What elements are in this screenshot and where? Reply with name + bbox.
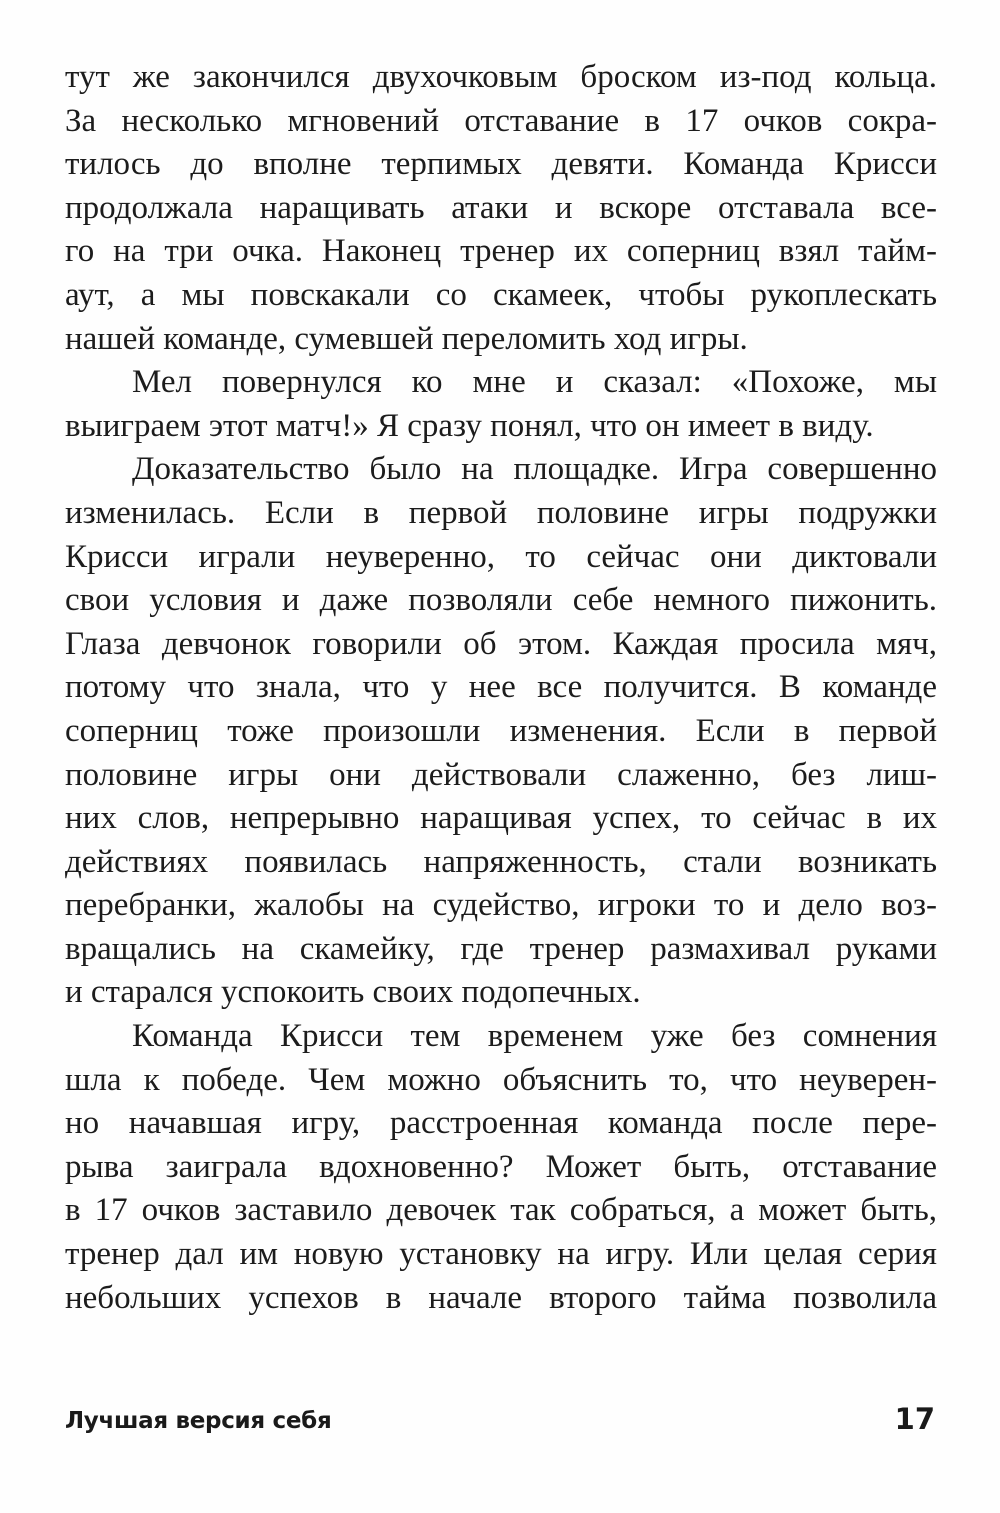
text-line: продолжала наращивать атаки и вскоре отставала все- — [65, 189, 937, 226]
text-line: действиях появилась напряженность, стали возникать — [65, 843, 937, 880]
text-line: небольших успехов в начале второго тайма позволила — [65, 1279, 937, 1316]
text-line: шла к победе. Чем можно объяснить то, что неуверен- — [65, 1061, 937, 1098]
page-number: 17 — [894, 1402, 935, 1436]
text-line: За несколько мгновений отставание в 17 очков сокра- — [65, 102, 937, 139]
page-footer — [65, 1400, 935, 1440]
text-line: тилось до вполне терпимых девяти. Команда Крисси — [65, 146, 937, 183]
text-line: выиграем этот матч!» Я сразу понял, что он имеет в виду. — [65, 407, 874, 444]
text-line: го на три очка. Наконец тренер их соперниц взял тайм- — [65, 233, 937, 270]
text-line: Крисси играли неуверенно, то сейчас они диктовали — [65, 538, 937, 575]
text-line: половине игры они действовали слаженно, без лиш- — [65, 756, 937, 793]
text-line: Мел повернулся ко мне и сказал: «Похоже, мы — [132, 364, 937, 401]
text-line: перебранки, жалобы на судейство, игроки то и дело воз- — [65, 887, 937, 924]
text-line: аут, а мы повскакали со скамеек, чтобы рукоплескать — [65, 276, 937, 313]
body-text — [65, 56, 937, 1320]
text-line: и старался успокоить своих подопечных. — [65, 974, 641, 1011]
text-line: тренер дал им новую установку на игру. Или целая серия — [65, 1236, 937, 1273]
text-line: свои условия и даже позволяли себе немного пижонить. — [65, 582, 937, 619]
text-line: изменилась. Если в первой половине игры подружки — [65, 494, 937, 531]
text-line: вращались на скамейку, где тренер размахивал руками — [65, 930, 937, 967]
text-line: но начавшая игру, расстроенная команда после пере- — [65, 1105, 937, 1142]
text-line: них слов, непрерывно наращивая успех, то сейчас в их — [65, 800, 937, 837]
text-line: соперниц тоже произошли изменения. Если в первой — [65, 712, 937, 749]
text-line: потому что знала, что у нее все получится. В команде — [65, 669, 937, 706]
text-line: Команда Крисси тем временем уже без сомнения — [132, 1018, 937, 1055]
text-line: Глаза девчонок говорили об этом. Каждая просила мяч, — [65, 625, 937, 662]
text-line: рыва заиграла вдохновенно? Может быть, отставание — [65, 1148, 937, 1185]
text-line: нашей команде, сумевшей переломить ход игры. — [65, 320, 748, 357]
text-line: Доказательство было на площадке. Игра совершенно — [132, 451, 937, 488]
text-line: тут же закончился двухочковым броском из-под кольца. — [65, 59, 937, 95]
text-line: в 17 очков заставило девочек так собраться, а может быть, — [65, 1192, 937, 1229]
running-book-title: Лучшая версия себя — [65, 1408, 332, 1434]
